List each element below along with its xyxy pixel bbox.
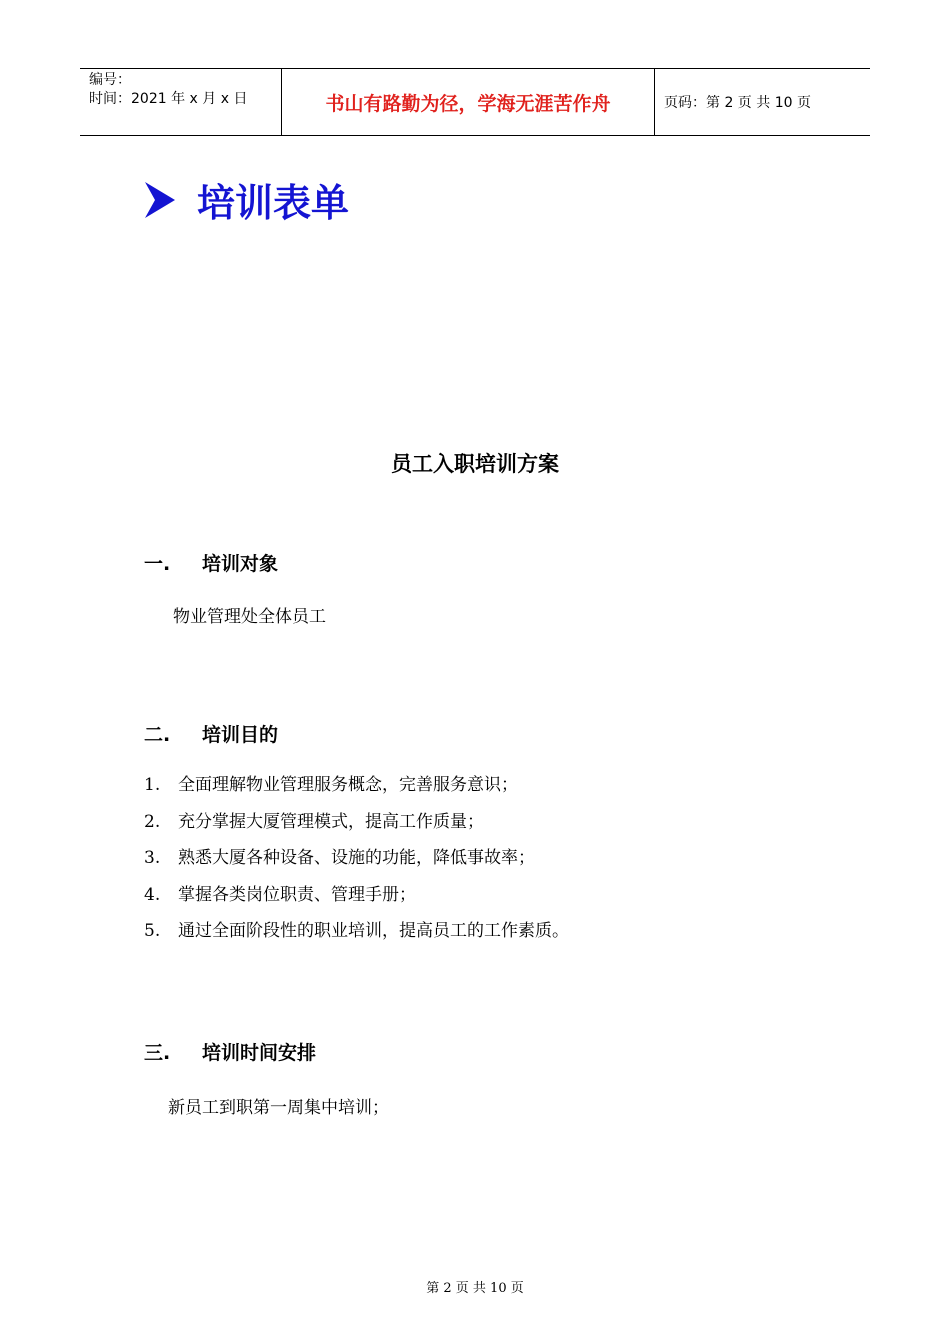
list-item: 4. 掌握各类岗位职责、管理手册； (144, 884, 416, 905)
section-heading-3 (144, 1038, 316, 1065)
list-item: 3. 熟悉大厦各种设备、设施的功能，降低事故率； (144, 848, 535, 869)
objectives-list (144, 770, 569, 953)
header-motto: 书山有路勤为径，学海无涯苦作舟 (282, 69, 655, 135)
section-number: 一. (144, 553, 171, 575)
page-header-table (80, 68, 870, 136)
list-item: 1. 全面理解物业管理服务概念，完善服务意识； (144, 775, 518, 795)
page-footer: 第 2 页 共 10 页 (426, 1281, 524, 1296)
time-label: 时间：2021 年 x 月 x 日 (89, 91, 248, 107)
section-heading-2 (144, 720, 278, 747)
header-meta-cell (80, 69, 282, 135)
banner-title: 培训表单 (197, 181, 350, 225)
section-title: 培训对象 (202, 553, 279, 575)
arrow-right-icon (143, 178, 177, 222)
section-number: 二. (144, 724, 171, 746)
section-number: 三. (144, 1042, 171, 1064)
list-item: 2. 充分掌握大厦管理模式，提高工作质量； (144, 811, 484, 832)
banner (143, 172, 349, 227)
section-title: 培训时间安排 (202, 1042, 317, 1064)
document-title: 员工入职培训方案 (391, 452, 559, 476)
section-heading-1 (144, 549, 278, 576)
code-label: 编号： (89, 72, 131, 88)
header-page-info: 页码：第 2 页 共 10 页 (664, 95, 811, 111)
section-1-body: 物业管理处全体员工 (173, 607, 326, 627)
section-3-body: 新员工到职第一周集中培训； (168, 1098, 389, 1118)
section-title: 培训目的 (202, 724, 279, 746)
list-item: 5. 通过全面阶段性的职业培训，提高员工的工作素质。 (144, 921, 569, 942)
